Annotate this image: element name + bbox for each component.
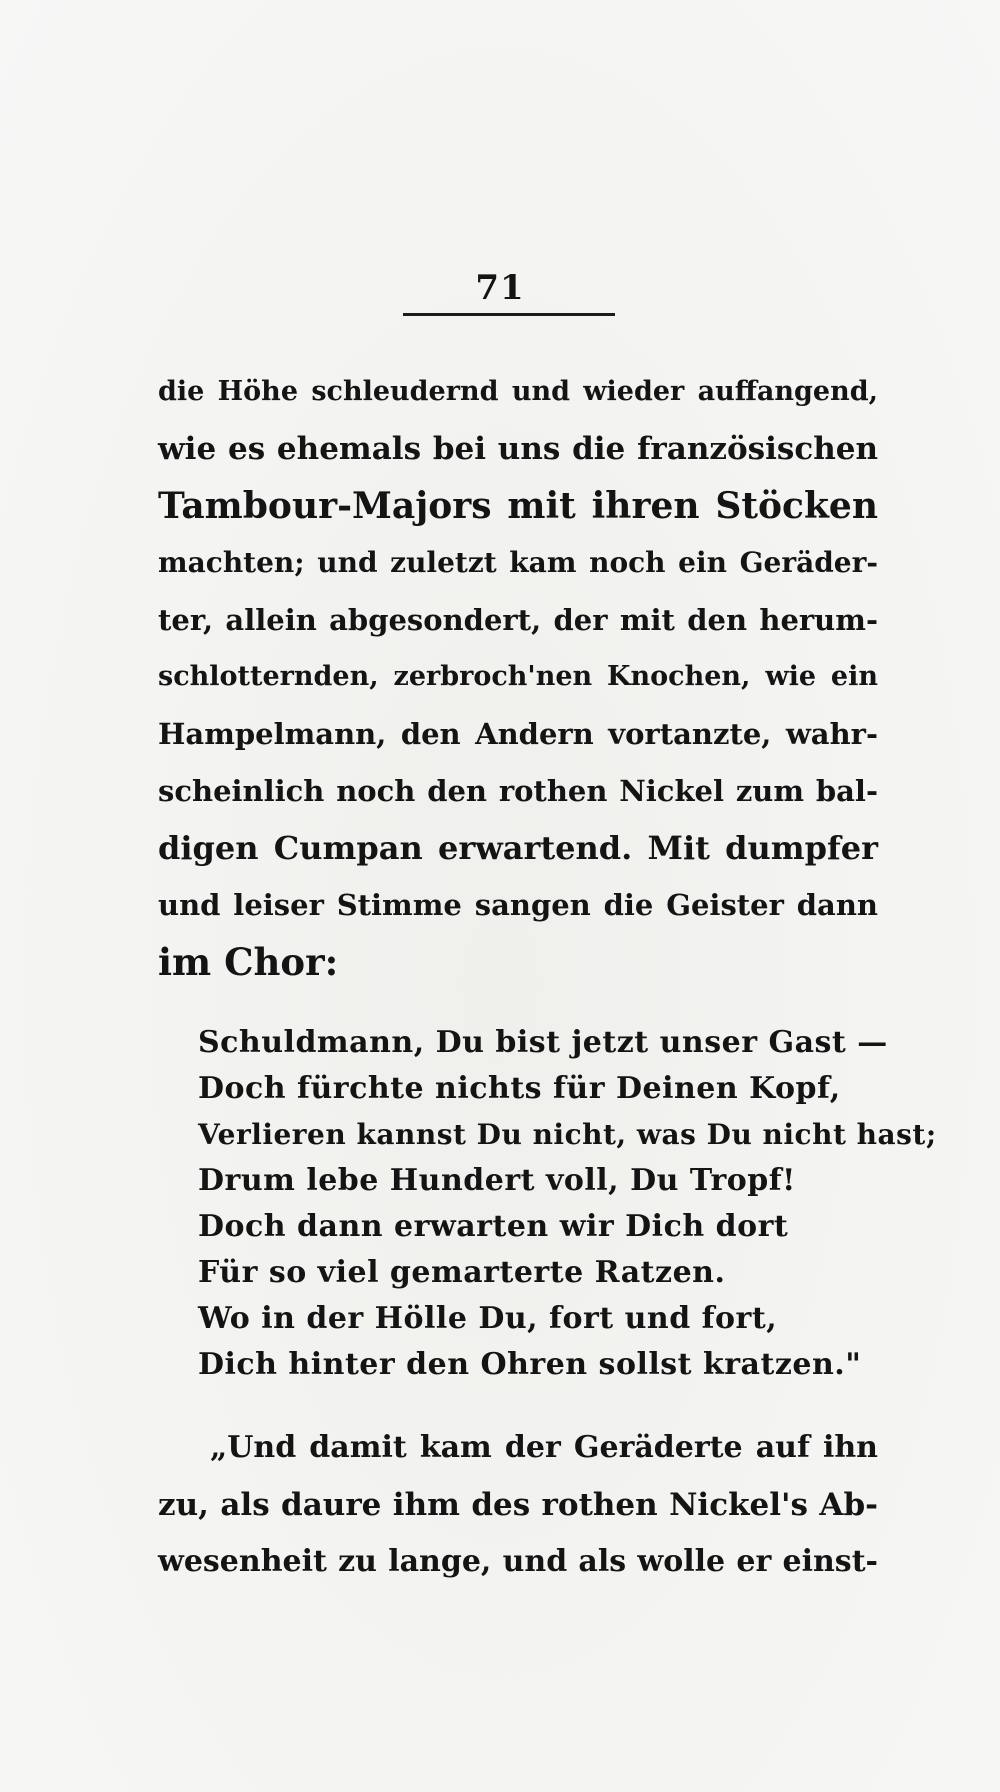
prose-line: Hampelmann, den Andern vortanzte, wahr-	[158, 717, 878, 751]
verse-line: Für so viel gemarterte Ratzen.	[198, 1255, 726, 1290]
prose-line: im Chor:	[158, 940, 339, 984]
prose-line: scheinlich noch den rothen Nickel zum bal-	[158, 774, 878, 808]
verse-line: Dich hinter den Ohren sollst kratzen."	[198, 1347, 862, 1382]
verse-line: Drum lebe Hundert voll, Du Tropf!	[198, 1163, 796, 1198]
verse-line: Wo in der Hölle Du, fort und fort,	[198, 1301, 778, 1336]
verse-line: Schuldmann, Du bist jetzt unser Gast —	[198, 1025, 888, 1060]
prose-line: wie es ehemals bei uns die französischen	[158, 431, 878, 467]
prose-line: digen Cumpan erwartend. Mit dumpfer	[158, 829, 878, 867]
prose-line: die Höhe schleudernd und wieder auffangend,	[158, 376, 878, 407]
prose-line: machten; und zuletzt kam noch ein Geräder-	[158, 546, 878, 579]
prose-line: ter, allein abgesondert, der mit den herum-	[158, 603, 878, 637]
prose-line: wesenheit zu lange, und als wolle er einst-	[158, 1544, 878, 1579]
prose-line: zu, als daure ihm des rothen Nickel's Ab-	[158, 1487, 878, 1523]
prose-line: „Und damit kam der Geräderte auf ihn	[210, 1430, 878, 1465]
prose-line: Tambour-Majors mit ihren Stöcken	[158, 485, 878, 527]
verse-line: Doch dann erwarten wir Dich dort	[198, 1209, 789, 1244]
page-number: 71	[475, 268, 525, 308]
prose-line: und leiser Stimme sangen die Geister dann	[158, 888, 878, 922]
verse-line: Verlieren kannst Du nicht, was Du nicht hast;	[198, 1118, 937, 1151]
header-rule	[403, 313, 615, 316]
verse-line: Doch fürchte nichts für Deinen Kopf,	[198, 1071, 841, 1106]
prose-line: schlotternden, zerbroch'nen Knochen, wie ein	[158, 661, 878, 692]
